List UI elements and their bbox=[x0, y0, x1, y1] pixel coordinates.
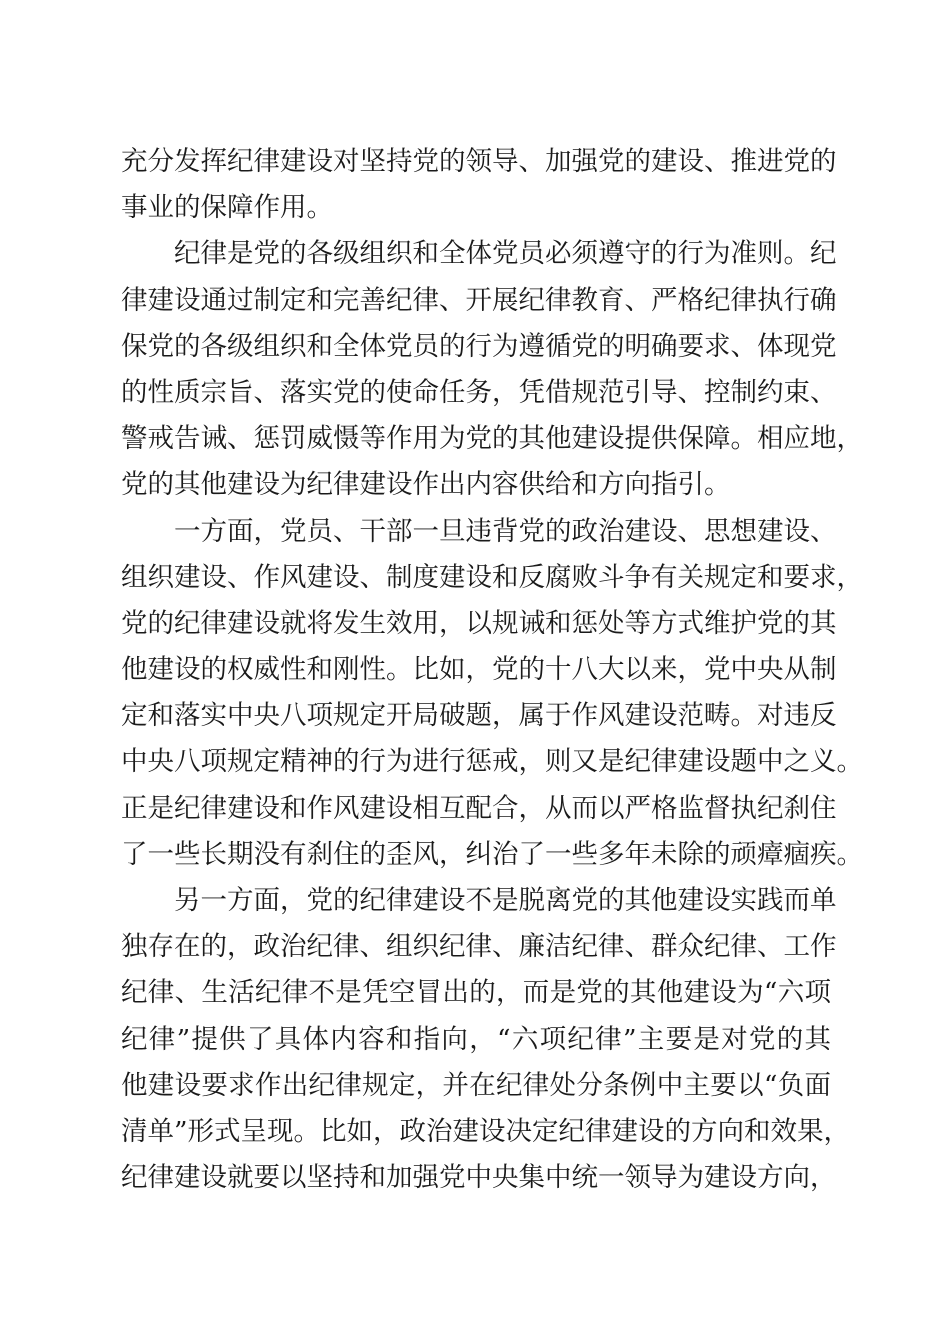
text-line: 他建设的权威性和刚性。比如，党的十八大以来，党中央从制 bbox=[121, 654, 837, 686]
text-line: 纪律建设就要以坚持和加强党中央集中统一领导为建设方向， bbox=[121, 1162, 837, 1194]
paragraph bbox=[121, 878, 851, 1201]
text-line: 的性质宗旨、落实党的使命任务，凭借规范引导、控制约束、 bbox=[121, 376, 837, 408]
text-line: 党的纪律建设就将发生效用，以规诫和惩处等方式维护党的其 bbox=[121, 607, 837, 639]
text-line: 事业的保障作用。 bbox=[121, 192, 333, 224]
body-text bbox=[121, 139, 863, 1201]
text-line: 定和落实中央八项规定开局破题，属于作风建设范畴。对违反 bbox=[121, 700, 837, 732]
text-line: 清单”形式呈现。比如，政治建设决定纪律建设的方向和效果， bbox=[121, 1115, 851, 1147]
text-line: 独存在的，政治纪律、组织纪律、廉洁纪律、群众纪律、工作 bbox=[121, 931, 837, 963]
text-line: 纪律、生活纪律不是凭空冒出的，而是党的其他建设为“六项 bbox=[121, 977, 831, 1009]
paragraph bbox=[121, 139, 837, 231]
text-line: 警戒告诫、惩罚威慑等作用为党的其他建设提供保障。相应地， bbox=[121, 423, 863, 455]
paragraph bbox=[121, 509, 863, 879]
text-line: 正是纪律建设和作风建设相互配合，从而以严格监督执纪刹住 bbox=[121, 792, 837, 824]
text-line: 保党的各级组织和全体党员的行为遵循党的明确要求、体现党 bbox=[121, 330, 837, 362]
text-line: 纪律”提供了具体内容和指向，“六项纪律”主要是对党的其 bbox=[121, 1023, 831, 1055]
text-line: 他建设要求作出纪律规定，并在纪律处分条例中主要以“负面 bbox=[121, 1069, 831, 1101]
text-line: 充分发挥纪律建设对坚持党的领导、加强党的建设、推进党的 bbox=[121, 146, 837, 177]
text-line: 中央八项规定精神的行为进行惩戒，则又是纪律建设题中之义。 bbox=[121, 746, 863, 778]
text-line: 律建设通过制定和完善纪律、开展纪律教育、严格纪律执行确 bbox=[121, 284, 837, 316]
text-line: 党的其他建设为纪律建设作出内容供给和方向指引。 bbox=[121, 469, 731, 501]
text-line: 纪律是党的各级组织和全体党员必须遵守的行为准则。纪 bbox=[174, 238, 837, 270]
paragraph bbox=[121, 231, 863, 508]
text-line: 组织建设、作风建设、制度建设和反腐败斗争有关规定和要求， bbox=[121, 561, 863, 593]
text-line: 另一方面，党的纪律建设不是脱离党的其他建设实践而单 bbox=[174, 885, 837, 916]
text-line: 了一些长期没有刹住的歪风，纠治了一些多年未除的顽瘴痼疾。 bbox=[121, 838, 863, 870]
text-line: 一方面，党员、干部一旦违背党的政治建设、思想建设、 bbox=[174, 515, 837, 547]
